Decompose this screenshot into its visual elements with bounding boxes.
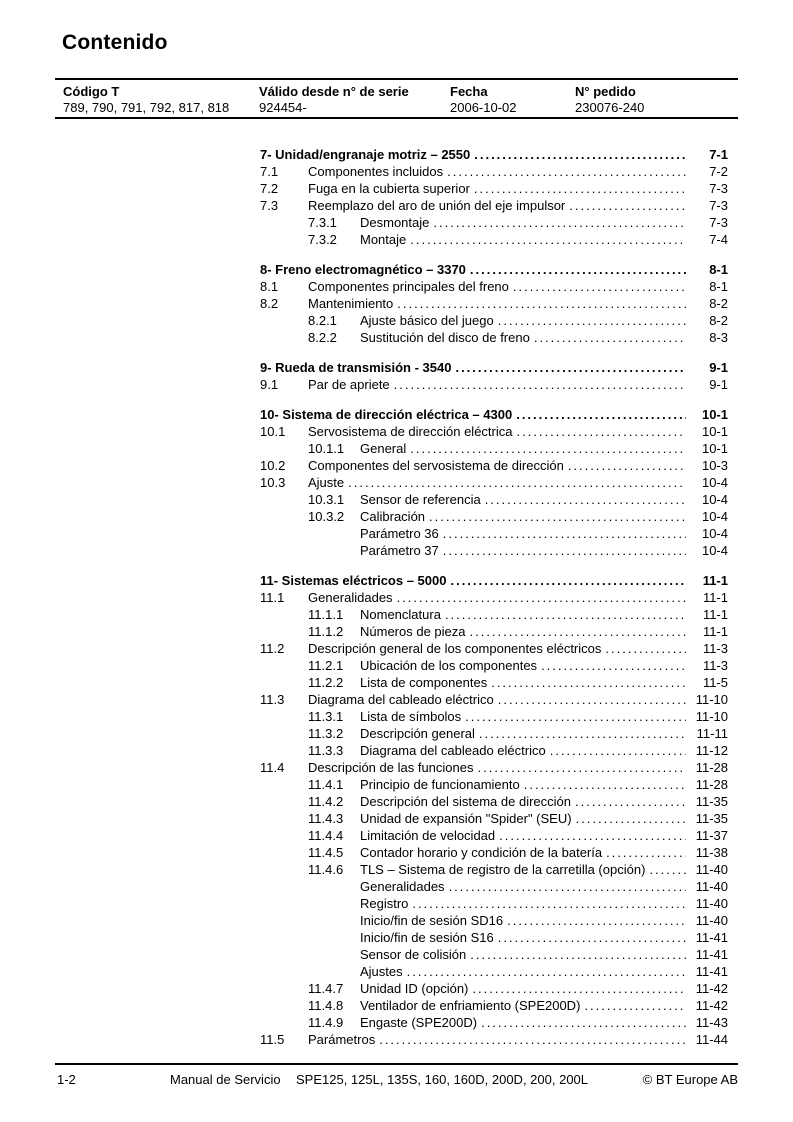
toc-entry-number: 11.3.1 [308,709,344,724]
toc-entry-page: 11-1 [702,573,728,588]
toc-dot-leader [429,508,686,525]
toc-dot-leader [541,657,686,674]
toc-entry-number: 8.1 [260,279,279,294]
toc-entry-title: Generalidades [308,590,393,605]
toc-entry-page: 9-1 [709,377,728,392]
toc-dot-leader [397,295,686,312]
toc-entry-number: 9.1 [260,377,279,392]
toc-entry-number: 11.5 [260,1032,285,1047]
toc-entry-number: 7.3.2 [308,232,337,247]
toc-entry-page: 10-4 [701,475,728,490]
toc-entry-page: 11-1 [702,590,728,605]
toc-entry-title: Diagrama del cableado eléctrico [360,743,546,758]
toc-section [260,406,728,559]
toc-entry-number: 11.1.1 [308,607,344,622]
info-col-value: 230076-240 [575,100,645,115]
toc-dot-leader [516,406,686,423]
toc-entry-title: Descripción de las funciones [308,760,474,775]
toc-dot-leader [433,214,686,231]
toc-dot-leader [605,640,686,657]
toc-entry-page: 7-4 [709,232,728,247]
toc-dot-leader [485,491,686,508]
footer-copyright: © BT Europe AB [642,1072,738,1087]
toc-entry-title: Inicio/fin de sesión SD16 [360,913,504,928]
toc-entry-page: 11-40 [695,896,728,911]
info-col-label: Código T [63,84,120,99]
toc-entry-page: 7-3 [709,215,728,230]
toc-entry-title: Nomenclatura [360,607,441,622]
toc-entry-title: Ajustes [360,964,403,979]
toc-entry-page: 10-1 [701,407,728,422]
toc-entry-page: 10-4 [701,543,728,558]
toc-entry-page: 8-2 [709,313,728,328]
toc-entry-number: 10.3 [260,475,286,490]
toc-entry [260,980,728,997]
toc-entry-page: 11-42 [695,981,728,996]
toc-entry-page: 11-1 [702,607,728,622]
toc-entry-number: 11.4.8 [308,998,344,1013]
toc-dot-leader [470,261,686,278]
toc-entry-number: 11.3 [260,692,285,707]
toc-entry-title: Sensor de referencia [360,492,481,507]
toc-dot-leader [550,742,686,759]
toc-entry-page: 11-35 [695,794,728,809]
toc-entry [260,827,728,844]
toc-entry-number: 10.1.1 [308,441,345,456]
footer-model-list: SPE125, 125L, 135S, 160, 160D, 200D, 200, 200L [296,1072,589,1087]
toc-entry [260,1031,728,1048]
toc-entry [260,929,728,946]
toc-entry-title: Ajuste básico del juego [360,313,494,328]
toc-dot-leader [443,542,686,559]
toc-dot-leader [447,163,686,180]
toc-entry-title: Ventilador de enfriamiento (SPE200D) [360,998,581,1013]
toc-dot-leader [479,725,686,742]
toc-entry-page: 11-1 [702,624,728,639]
toc-section [260,572,728,1048]
toc-entry-number: 10.2 [260,458,286,473]
toc-entry-title: Parámetros [308,1032,376,1047]
toc-entry-number: 8.2.1 [308,313,337,328]
toc-entry-title: Inicio/fin de sesión S16 [360,930,494,945]
toc-dot-leader [474,146,686,163]
toc-dot-leader [481,1014,686,1031]
toc-entry-title: Descripción del sistema de dirección [360,794,571,809]
toc-entry-page: 7-1 [709,147,728,162]
toc-entry-page: 10-4 [701,492,728,507]
toc-entry [260,508,728,525]
toc-dot-leader [524,776,686,793]
info-col-serie [259,84,409,116]
toc-entry-title: Ajuste [308,475,345,490]
toc-entry-title: Unidad de expansión "Spider" (SEU) [360,811,572,826]
toc-entry-number: 10.3.1 [308,492,345,507]
toc-dot-leader [410,440,686,457]
toc-entry-title: Reemplazo del aro de unión del eje impulsor [308,198,566,213]
toc-dot-leader [491,674,686,691]
toc-entry-title: Mantenimiento [308,296,394,311]
toc-dot-leader [513,278,686,295]
info-col-pedido [575,84,644,116]
toc-entry-number: 10.3.2 [308,509,345,524]
toc-dot-leader [477,759,686,776]
toc-entry [260,793,728,810]
toc-entry [260,376,728,393]
toc-entry-title: Fuga en la cubierta superior [308,181,470,196]
toc-dot-leader [445,606,686,623]
toc-entry [260,623,728,640]
toc-entry [260,708,728,725]
toc-section [260,261,728,346]
toc-entry [260,589,728,606]
toc-entry [260,231,728,248]
toc-entry-title: Parámetro 37 [360,543,439,558]
toc-dot-leader [576,810,686,827]
info-col-value: 924454- [259,100,307,115]
toc-entry [260,329,728,346]
toc-entry-title: Lista de componentes [360,675,488,690]
toc-entry-title: Ubicación de los componentes [360,658,538,673]
toc-entry [260,312,728,329]
info-col-label: N° pedido [575,84,636,99]
toc-entry-page: 11-28 [695,777,728,792]
toc-entry-page: 11-35 [695,811,728,826]
toc-entry [260,725,728,742]
toc-entry-page: 11-40 [695,862,728,877]
toc-entry-page: 8-1 [709,262,728,277]
toc-dot-leader [407,963,686,980]
toc-entry [260,423,728,440]
toc-entry [260,844,728,861]
toc-entry [260,1014,728,1031]
toc-dot-leader [507,912,686,929]
toc-entry-page: 11-37 [695,828,728,843]
toc-entry [260,691,728,708]
toc-entry [260,197,728,214]
toc-entry-title: Engaste (SPE200D) [360,1015,478,1030]
toc-entry [260,742,728,759]
toc-dot-leader [410,231,686,248]
toc-entry-page: 11-3 [702,658,728,673]
toc-entry-title: Servosistema de dirección eléctrica [308,424,513,439]
toc-entry-page: 7-3 [709,181,728,196]
toc-dot-leader [474,180,686,197]
toc-entry-title: Desmontaje [360,215,430,230]
info-col-fecha [450,84,517,116]
toc-dot-leader [450,572,686,589]
toc-entry-title: Sustitución del disco de freno [360,330,530,345]
toc-entry [260,295,728,312]
toc-entry-title: Calibración [360,509,426,524]
info-col-label: Fecha [450,84,488,99]
toc-entry-number: 11.4.2 [308,794,344,809]
toc-section-heading [260,261,728,278]
toc-dot-leader [394,376,686,393]
toc-entry-page: 11-44 [695,1032,728,1047]
toc-entry-page: 11-10 [695,709,728,724]
toc-dot-leader [498,691,686,708]
toc-entry-title: Principio de funcionamiento [360,777,520,792]
toc-entry-title: Limitación de velocidad [360,828,496,843]
toc-entry-number: 11.3.3 [308,743,344,758]
toc-entry [260,440,728,457]
toc-entry [260,878,728,895]
toc-entry [260,759,728,776]
toc-entry-title: General [360,441,407,456]
toc-entry-page: 11-41 [695,964,728,979]
toc-entry [260,861,728,878]
toc-entry-number: 7.2 [260,181,279,196]
toc-entry-title: TLS – Sistema de registro de la carretilla (opción) [360,862,646,877]
footer-manual-title: Manual de Servicio [170,1072,281,1087]
toc-entry-number: 11.2.2 [308,675,344,690]
toc-entry-title: Unidad ID (opción) [360,981,469,996]
toc-entry-title: Componentes incluidos [308,164,444,179]
toc-dot-leader [569,197,686,214]
toc-section-heading [260,406,728,423]
toc-dot-leader [498,312,686,329]
toc-section [260,359,728,393]
toc-entry [260,525,728,542]
toc-dot-leader [472,980,686,997]
toc-entry-page: 10-3 [701,458,728,473]
toc-section-heading [260,359,728,376]
toc-dot-leader [575,793,686,810]
toc-entry-page: 7-3 [709,198,728,213]
toc-entry-page: 11-3 [702,641,728,656]
toc-entry-page: 11-5 [702,675,728,690]
toc-entry [260,776,728,793]
toc-dot-leader [470,623,687,640]
page-title: Contenido [62,31,168,54]
toc-entry-title: Componentes del servosistema de dirección [308,458,564,473]
toc-entry-title: Par de apriete [308,377,390,392]
toc-dot-leader [397,589,686,606]
toc-dot-leader [348,474,686,491]
toc-dot-leader [649,861,686,878]
toc-entry-page: 10-1 [701,441,728,456]
toc-entry-title: Generalidades [360,879,445,894]
toc-entry-number: 11.4.3 [308,811,344,826]
toc-entry-title: Contador horario y condición de la batería [360,845,603,860]
toc-entry [260,491,728,508]
toc-dot-leader [465,708,686,725]
toc-entry [260,278,728,295]
toc-entry-page: 9-1 [709,360,728,375]
toc-entry-page: 11-10 [695,692,728,707]
toc-entry [260,963,728,980]
toc-entry-page: 11-41 [695,930,728,945]
toc-entry-title: Lista de símbolos [360,709,462,724]
toc-entry-page: 10-1 [701,424,728,439]
info-col-value: 2006-10-02 [450,100,517,115]
toc-dot-leader [498,929,686,946]
toc-entry [260,474,728,491]
toc-entry-number: 11.2 [260,641,285,656]
toc-entry-page: 11-43 [695,1015,728,1030]
toc-dot-leader [534,329,686,346]
toc-entry-page: 11-11 [696,726,728,741]
toc-entry-number: 11.2.1 [308,658,344,673]
toc-section [260,146,728,248]
toc-entry-title: 8- Freno electromagnético – 3370 [260,262,466,277]
toc-entry-page: 8-2 [709,296,728,311]
toc-entry-title: Descripción general de los componentes eléctricos [308,641,602,656]
page-footer [55,1063,738,1095]
toc-entry [260,946,728,963]
toc-entry-number: 11.4.7 [308,981,344,996]
toc-dot-leader [379,1031,686,1048]
toc-entry [260,674,728,691]
toc-entry-number: 7.3.1 [308,215,337,230]
toc-entry-title: Montaje [360,232,407,247]
toc-entry [260,214,728,231]
toc-entry [260,163,728,180]
toc-entry [260,895,728,912]
toc-dot-leader [470,946,686,963]
toc-entry-page: 7-2 [709,164,728,179]
toc-dot-leader [516,423,686,440]
toc-entry-title: Componentes principales del freno [308,279,509,294]
toc-entry-number: 7.1 [260,164,279,179]
info-col-label: Válido desde n° de serie [259,84,409,99]
toc-entry-page: 10-4 [701,509,728,524]
toc-dot-leader [568,457,686,474]
toc-section-heading [260,572,728,589]
toc-entry-number: 10.1 [260,424,286,439]
toc-entry-number: 11.3.2 [308,726,344,741]
toc-entry-page: 11-12 [695,743,728,758]
toc-entry-number: 11.4.5 [308,845,344,860]
footer-page-number: 1-2 [57,1072,76,1087]
toc-entry-number: 11.4.1 [308,777,344,792]
toc-entry-number: 7.3 [260,198,279,213]
toc-dot-leader [455,359,686,376]
toc-entry [260,542,728,559]
toc-entry-number: 8.2 [260,296,279,311]
toc-entry [260,657,728,674]
table-of-contents [260,146,728,1061]
toc-dot-leader [606,844,686,861]
toc-dot-leader [499,827,686,844]
toc-dot-leader [443,525,686,542]
toc-entry-title: Números de pieza [360,624,466,639]
toc-entry-title: Descripción general [360,726,475,741]
toc-entry-title: Diagrama del cableado eléctrico [308,692,494,707]
toc-entry [260,640,728,657]
toc-entry [260,912,728,929]
toc-entry-number: 11.4.9 [308,1015,344,1030]
toc-entry-title: Sensor de colisión [360,947,467,962]
toc-entry-page: 8-3 [709,330,728,345]
toc-entry-page: 11-40 [695,913,728,928]
toc-entry-page: 11-28 [695,760,728,775]
toc-entry-page: 10-4 [701,526,728,541]
toc-entry-page: 11-40 [695,879,728,894]
toc-dot-leader [449,878,686,895]
toc-entry-number: 11.1.2 [308,624,344,639]
toc-entry-title: Parámetro 36 [360,526,439,541]
toc-section-heading [260,146,728,163]
toc-entry [260,606,728,623]
toc-entry [260,997,728,1014]
toc-entry-title: Registro [360,896,409,911]
toc-entry-number: 11.4.6 [308,862,344,877]
toc-entry-page: 11-38 [695,845,728,860]
toc-entry-page: 11-41 [695,947,728,962]
toc-entry-title: 9- Rueda de transmisión - 3540 [260,360,452,375]
toc-entry [260,810,728,827]
toc-entry-page: 8-1 [709,279,728,294]
toc-entry-title: 11- Sistemas eléctricos – 5000 [260,573,447,588]
header-info-table [55,78,738,119]
toc-entry-title: 7- Unidad/engranaje motriz – 2550 [260,147,471,162]
toc-dot-leader [412,895,686,912]
info-col-codigo [63,84,229,116]
toc-entry-number: 11.4 [260,760,285,775]
toc-dot-leader [584,997,686,1014]
toc-entry-number: 11.4.4 [308,828,344,843]
toc-entry [260,457,728,474]
toc-entry-number: 8.2.2 [308,330,337,345]
toc-entry-title: 10- Sistema de dirección eléctrica – 4300 [260,407,513,422]
toc-entry-number: 11.1 [260,590,285,605]
toc-entry-page: 11-42 [695,998,728,1013]
info-col-value: 789, 790, 791, 792, 817, 818 [63,100,230,115]
toc-entry [260,180,728,197]
